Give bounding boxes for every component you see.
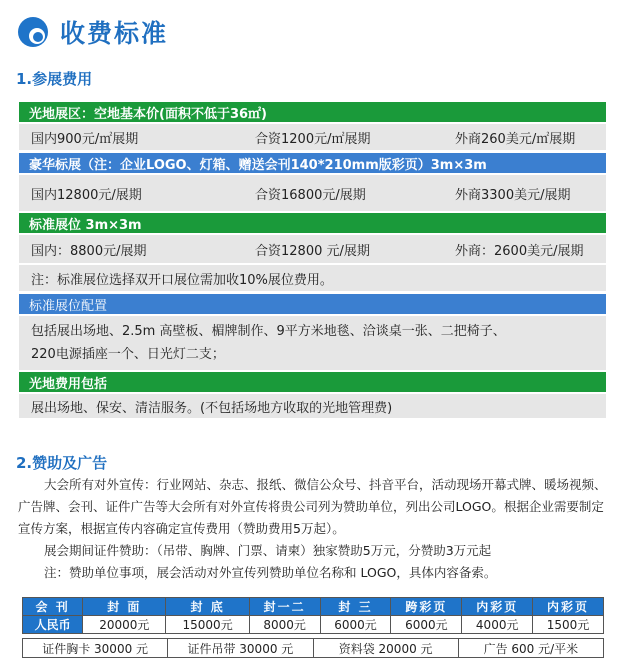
table-cell: 资料袋 20000 元	[313, 639, 458, 658]
band-standard-config: 标准展位配置	[19, 294, 606, 314]
sponsor-paragraph-1: 大会所有对外宣传：行业网站、杂志、报纸、微信公众号、抖音平台，活动现场开幕式牌、暖场视频、广告牌、会刊、证件广告等大会所有对外宣传将贵公司列为赞助单位，列出公司LOGO。根据企业需要制定宣传方案，根据宣传内容确定宣传费用（赞助费用5万起）。	[18, 477, 607, 536]
config-line-1: 包括展出场地、2.5m 高壁板、楣牌制作、9平方米地毯、洽谈桌一张、二把椅子、	[31, 324, 506, 339]
price-joint: 合资1200元/㎡展期	[255, 131, 371, 147]
price-joint: 合资16800元/展期	[255, 187, 366, 203]
price-foreign: 外商3300美元/展期	[455, 187, 571, 203]
table-cell: 广告 600 元/平米	[458, 639, 603, 658]
sponsor-paragraph-2: 展会期间证件赞助：（吊带、胸牌、门票、请柬）独家赞助5万元，分赞助3万元起	[44, 543, 492, 558]
logo-circle-icon	[18, 17, 48, 47]
header-cell: 内彩页	[462, 598, 533, 616]
price-domestic: 国内12800元/展期	[31, 187, 142, 203]
sponsor-paragraph-3: 注：赞助单位事项，展会活动对外宣传列赞助单位名称和 LOGO，具体内容备索。	[44, 565, 497, 580]
band-bare-space: 光地展区：空地基本价(面积不低于36㎡)	[19, 102, 606, 122]
config-line-2: 220电源插座一个、日光灯二支；	[31, 347, 225, 362]
table-row	[23, 616, 604, 634]
table-cell: 20000元	[83, 616, 166, 634]
standard-config-text	[19, 316, 606, 370]
ad-price-table	[22, 597, 604, 634]
header-cell: 会 刊	[23, 598, 83, 616]
price-joint: 合资12800 元/展期	[255, 243, 370, 259]
bare-includes-text: 展出场地、保安、清洁服务。(不包括场地方收取的光地管理费)	[19, 394, 606, 418]
price-domestic: 国内：8800元/展期	[31, 243, 147, 259]
band-luxury-booth: 豪华标展（注：企业LOGO、灯箱、赠送会刊140*210mm版彩页）3m×3m	[19, 153, 606, 173]
sponsorship-text	[18, 474, 608, 584]
band-bare-includes: 光地费用包括	[19, 372, 606, 392]
price-domestic: 国内900元/㎡展期	[31, 131, 139, 147]
price-foreign: 外商260美元/㎡展期	[455, 131, 576, 147]
table-cell: 证件吊带 30000 元	[168, 639, 313, 658]
page-title: 收费标准	[60, 19, 169, 48]
table-cell: 1500元	[533, 616, 604, 634]
table-row	[23, 639, 604, 658]
extra-price-table	[22, 638, 604, 658]
header-cell: 跨彩页	[391, 598, 462, 616]
section-1-title: 1.参展费用	[16, 70, 93, 88]
section-2-title: 2.赞助及广告	[16, 454, 108, 472]
row-luxury-prices	[19, 175, 606, 211]
table-header-row	[23, 598, 604, 616]
table-cell: 4000元	[462, 616, 533, 634]
page-header	[18, 12, 168, 52]
price-foreign: 外商：2600美元/展期	[455, 243, 584, 259]
header-cell: 封一二	[249, 598, 320, 616]
header-cell: 封 底	[166, 598, 249, 616]
table-cell: 8000元	[249, 616, 320, 634]
header-cell: 内彩页	[533, 598, 604, 616]
table-cell: 6000元	[391, 616, 462, 634]
table-cell: 6000元	[320, 616, 391, 634]
standard-note: 注：标准展位选择双开口展位需加收10%展位费用。	[19, 265, 606, 291]
table-cell: 证件胸卡 30000 元	[23, 639, 168, 658]
row-standard-prices	[19, 235, 606, 263]
header-cell: 封 面	[83, 598, 166, 616]
row-bare-space-prices	[19, 124, 606, 150]
band-standard-booth: 标准展位 3m×3m	[19, 213, 606, 233]
header-cell: 封 三	[320, 598, 391, 616]
table-cell: 15000元	[166, 616, 249, 634]
row-label: 人民币	[23, 616, 83, 634]
